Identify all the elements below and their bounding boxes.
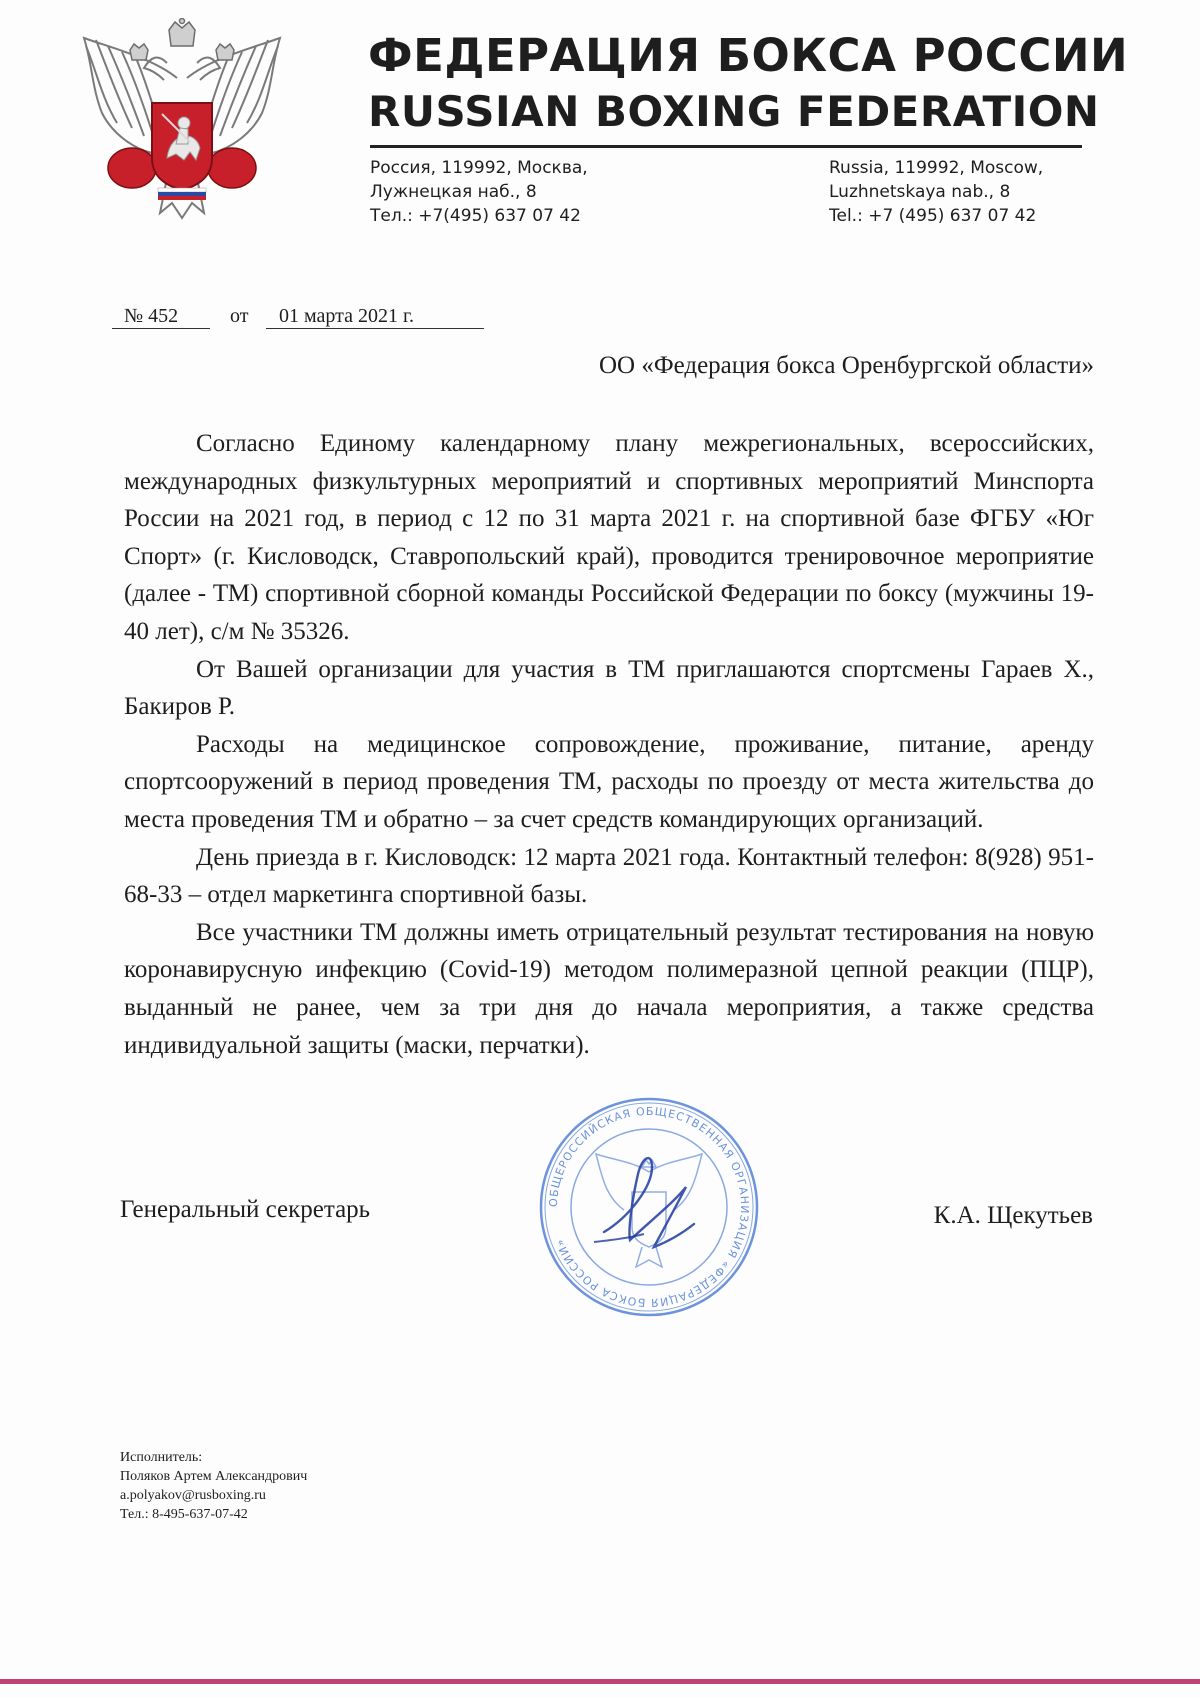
letter-body	[124, 425, 1094, 1064]
letter-date: 01 марта 2021 г.	[266, 305, 484, 329]
address-en	[829, 156, 1043, 228]
address-en-line: Russia, 119992, Moscow,	[829, 158, 1044, 178]
address-en-line: Luzhnetskaya nab., 8	[829, 182, 1011, 202]
executor-email: a.polyakov@rusboxing.ru	[120, 1488, 266, 1503]
body-paragraph: Расходы на медицинское сопровождение, проживание, питание, аренду спортсооружений в период проведения ТМ, расходы по проезду от места жительства до места проведения ТМ и обратно – за счет средств командирующих организаций.	[124, 730, 1094, 833]
letter-number: № 452	[112, 305, 210, 329]
executor-phone: Тел.: 8-495-637-07-42	[120, 1507, 248, 1522]
letter-from-word: от	[230, 305, 249, 327]
executor-label: Исполнитель:	[120, 1450, 203, 1465]
body-paragraph: От Вашей организации для участия в ТМ приглашаются спортсмены Гараев Х., Бакиров Р.	[124, 655, 1094, 721]
address-en-line: Tel.: +7 (495) 637 07 42	[829, 206, 1037, 226]
body-paragraph: Все участники ТМ должны иметь отрицательный результат тестирования на новую коронавирусную инфекцию (Covid-19) методом полимеразной цепной реакции (ПЦР), выданный не ранее, чем за три дня до начала мероприятия, а также средства индивидуальной защиты (маски, перчатки).	[124, 918, 1094, 1059]
bottom-edge-stripe	[0, 1679, 1200, 1684]
seal-ring-text: ОБЩЕРОССИЙСКАЯ ОБЩЕСТВЕННАЯ ОРГАНИЗАЦИЯ «ФЕДЕРАЦИЯ БОКСА РОССИИ»	[546, 1104, 752, 1310]
svg-text:ОБЩЕРОССИЙСКАЯ ОБЩЕСТВЕННАЯ ОР	[547, 1105, 751, 1309]
address-ru-line: Тел.: +7(495) 637 07 42	[370, 206, 581, 226]
executor-name: Поляков Артем Александрович	[120, 1469, 308, 1484]
address-ru-line: Лужнецкая наб., 8	[370, 182, 537, 202]
seal-stamp-icon	[534, 1092, 764, 1322]
executor-block	[120, 1448, 307, 1524]
federation-title-ru: ФЕДЕРАЦИЯ БОКСА РОССИИ	[368, 29, 1129, 82]
federation-title-en: RUSSIAN BOXING FEDERATION	[368, 87, 1100, 136]
federation-emblem-icon	[72, 18, 292, 233]
address-ru-line: Россия, 119992, Москва,	[370, 158, 588, 178]
addressee: ОО «Федерация бокса Оренбургской области»	[598, 352, 1094, 379]
header-divider	[370, 145, 1082, 148]
body-paragraph: День приезда в г. Кисловодск: 12 марта 2021 года. Контактный телефон: 8(928) 951-68-33 – отдел маркетинга спортивной базы.	[124, 843, 1094, 909]
body-paragraph: Согласно Единому календарному плану межрегиональных, всероссийских, международных физкультурных мероприятий и спортивных мероприятий Минспорта России на 2021 год, в период с 12 по 31 марта 2021 г. на спортивной базе ФГБУ «Юг Спорт» (г. Кисловодск, Ставропольский край), проводится тренировочное мероприятие (далее - ТМ) спортивной сборной команды Российской Федерации по боксу (мужчины 19-40 лет), с/м № 35326.	[124, 430, 1094, 645]
signatory-role: Генеральный секретарь	[120, 1196, 371, 1223]
signatory-name: К.А. Щекутьев	[933, 1202, 1093, 1229]
address-ru	[370, 156, 588, 228]
